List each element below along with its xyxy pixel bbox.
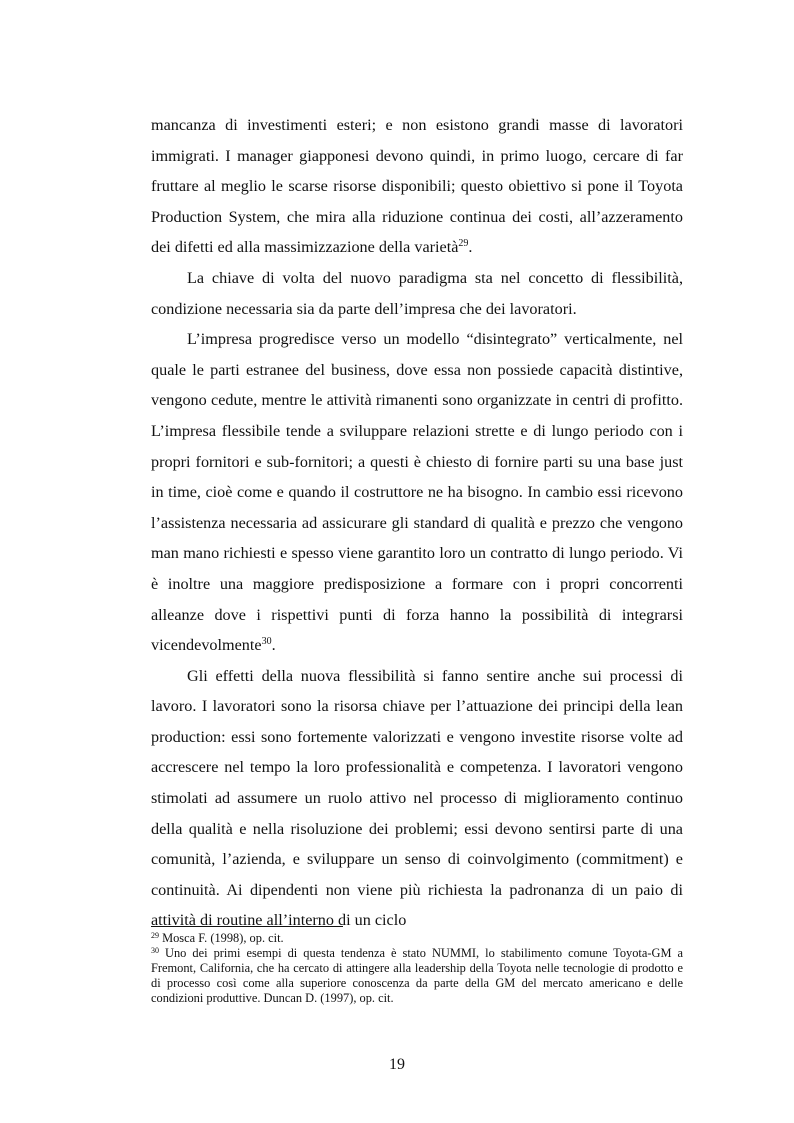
footnote-29 — [151, 931, 683, 946]
paragraph-3-text: L’impresa progredisce verso un modello “disintegrato” verticalmente, nel quale le parti estranee del business, dove essa non possiede capacità distintive, vengono cedute, mentre le attività rimanenti sono organizzate in centri di profitto. L’impresa flessibile tende a sviluppare relazioni strette e di lungo periodo con i propri fornitori e sub-fornitori; a questi è chiesto di fornire parti su una base just in time, cioè come e quando il costruttore ne ha bisogno. In cambio essi ricevono l’assistenza necessaria ad assicurare gli standard di qualità e prezzo che vengono man mano richiesti e spesso viene garantito loro un contratto di lungo periodo. Vi è inoltre una maggiore predisposizione a formare con i propri concorrenti alleanze dove i rispettivi punti di forza hanno la possibilità di integrarsi vicendevolmente — [151, 330, 683, 655]
footnote-text: Mosca F. (1998), op. cit. — [159, 931, 284, 945]
footnote-number: 30 — [151, 946, 159, 956]
footnote-text: Uno dei primi esempi di questa tendenza è stato NUMMI, lo stabilimento comune Toyota-GM a Fremont, California, che ha cercato di attingere alla leadership della Toyota nelle tecnologie di prodotto e di processo così come alla superiore conoscenza da parte della GM del mercato americano e delle condizioni produttive. Duncan D. (1997), op. cit. — [151, 946, 683, 1006]
footnote-separator — [151, 926, 343, 927]
paragraph-1 — [151, 110, 683, 263]
paragraph-4: Gli effetti della nuova flessibilità si fanno sentire anche sui processi di lavoro. I lavoratori sono la risorsa chiave per l’attuazione dei principi della lean production: essi sono fortemente valorizzati e vengono investite risorse volte ad accrescere nel tempo la loro professionalità e competenza. I lavoratori vengono stimolati ad assumere un ruolo attivo nel processo di miglioramento continuo della qualità e nella risoluzione dei problemi; essi devono sentirsi parte di una comunità, l’azienda, e sviluppare un senso di coinvolgimento (commitment) e continuità. Ai dipendenti non viene più richiesta la padronanza di un paio di attività di routine all’interno di un ciclo — [151, 666, 683, 930]
footnote-ref-29: 29 — [458, 238, 469, 250]
paragraph-3 — [151, 324, 683, 661]
footnote-number: 29 — [151, 931, 159, 940]
page-number: 19 — [389, 1056, 405, 1073]
paragraph-2: La chiave di volta del nuovo paradigma sta nel concetto di flessibilità, condizione necessaria sia da parte dell’impresa che dei lavoratori. — [151, 268, 683, 318]
footnote-30 — [151, 946, 683, 1006]
body-text — [151, 110, 683, 936]
paragraph-1-end: . — [468, 238, 473, 257]
paragraph-3-end: . — [271, 636, 276, 655]
footnote-ref-30: 30 — [261, 636, 272, 648]
footnotes — [151, 931, 683, 1006]
paragraph-1-text: mancanza di investimenti esteri; e non esistono grandi masse di lavoratori immigrati. I manager giapponesi devono quindi, in primo luogo, cercare di far fruttare al meglio le scarse risorse disponibili; questo obiettivo si pone il Toyota Production System, che mira alla riduzione continua dei costi, all’azzeramento dei difetti ed alla massimizzazione della varietà — [151, 116, 683, 257]
